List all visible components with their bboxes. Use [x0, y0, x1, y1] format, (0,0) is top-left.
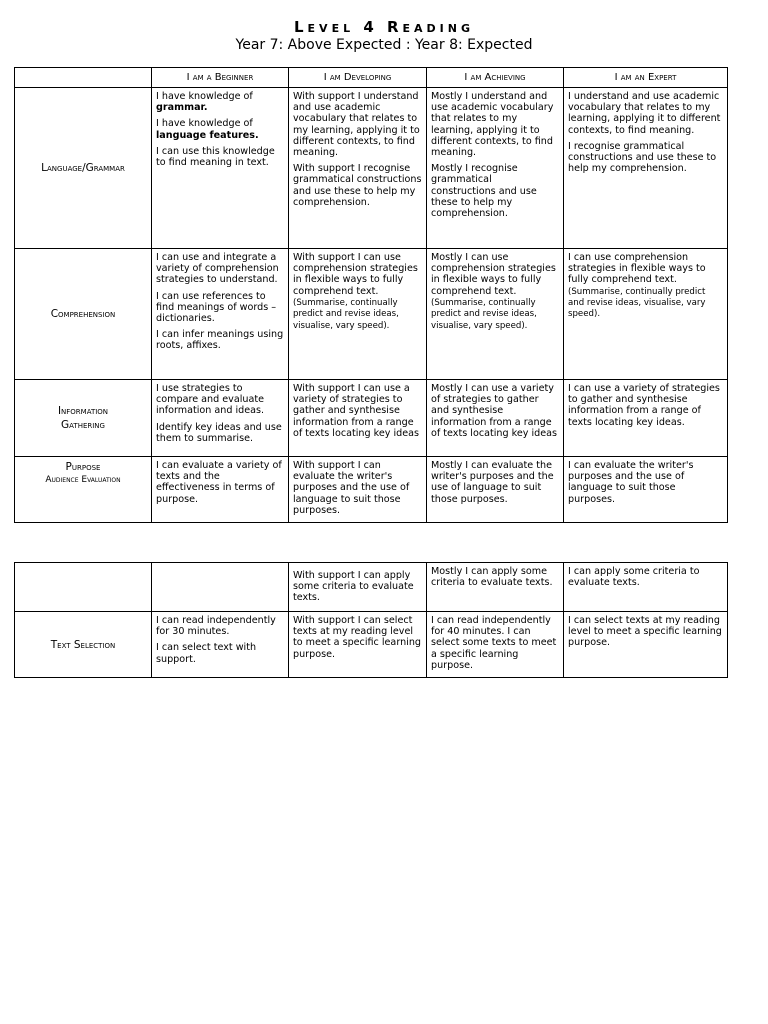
cell-criteria-developing: [289, 563, 427, 612]
header-row: [15, 68, 728, 88]
text: I can infer meanings using roots, affixes.: [156, 329, 284, 352]
cell-information-beginner: [152, 380, 289, 457]
row-text-selection: [15, 612, 728, 678]
row-label-text-selection: Text Selection: [15, 612, 152, 678]
cell-language-beginner: [152, 88, 289, 249]
label-line: Information: [57, 405, 109, 417]
label-line: Purpose: [65, 461, 101, 473]
cell-selection-beginner: [152, 612, 289, 678]
text: Mostly I can apply some criteria to evaluate texts.: [431, 566, 553, 589]
cell-purpose-beginner: [152, 457, 289, 523]
text: I can use a variety of strategies to gather and synthesise information from a range of texts locating key ideas.: [568, 383, 720, 428]
cell-comprehension-beginner: [152, 249, 289, 380]
text: With support I can select texts at my reading level to meet a specific learning purpose.: [293, 615, 422, 660]
text: Identify key ideas and use them to summarise.: [156, 421, 282, 444]
cell-purpose-expert: [564, 457, 728, 523]
small-text: (Summarise, continually predict and revise ideas, visualise, vary speed).: [431, 297, 537, 331]
text: I use strategies to compare and evaluate information and ideas.: [156, 383, 265, 417]
row-label-comprehension: Comprehension: [15, 249, 152, 380]
text: I can use references to find meanings of words – dictionaries.: [156, 290, 277, 325]
row-purpose-audience: [15, 457, 728, 523]
small-text: (Summarise, continually predict and revise ideas, visualise, vary speed).: [293, 297, 399, 331]
text: I can evaluate a variety of texts and the effectiveness in terms of purpose.: [156, 460, 282, 505]
text: With support I can apply some criteria to evaluate texts.: [293, 570, 414, 604]
header-developing: I am Developing: [289, 68, 427, 88]
cell-information-developing: [289, 380, 427, 457]
header-beginner: I am a Beginner: [152, 68, 289, 88]
text: With support I recognise grammatical constructions and use these to help my comprehension.: [293, 163, 422, 208]
row-information-gathering: [15, 380, 728, 457]
header-expert: I am an Expert: [564, 68, 728, 88]
text: With support I understand and use academic vocabulary that relates to my learning, applying it to different contexts, to find meaning.: [293, 91, 420, 159]
cell-language-achieving: [427, 88, 564, 249]
cell-criteria-expert: [564, 563, 728, 612]
cell-comprehension-developing: [289, 249, 427, 380]
text: I can apply some criteria to evaluate texts.: [568, 566, 700, 589]
cell-selection-developing: [289, 612, 427, 678]
text: I understand and use academic vocabulary that relates to my learning, applying it to different contexts, to find meaning.: [568, 91, 721, 136]
row-label-language-grammar: Language/Grammar: [15, 88, 152, 249]
reading-rubric-table: [14, 67, 728, 523]
header-blank-cell: [15, 68, 152, 88]
text: I have knowledge of: [156, 91, 253, 102]
document-subtitle: Year 7: Above Expected : Year 8: Expected: [235, 37, 533, 53]
cell-comprehension-expert: [564, 249, 728, 380]
bold-text: language features.: [156, 129, 259, 141]
cell-purpose-achieving: [427, 457, 564, 523]
text: Mostly I can use comprehension strategies in flexible ways to fully comprehend text.: [431, 252, 556, 297]
text: I recognise grammatical constructions and use these to help my comprehension.: [568, 140, 717, 175]
text: I can evaluate the writer's purposes and the use of language to suit those purposes.: [568, 460, 694, 505]
text: Mostly I recognise grammatical constructions and use these to help my comprehension.: [431, 163, 537, 220]
cell-criteria-beginner: [152, 563, 289, 612]
small-text: (Summarise, continually predict and revise ideas, visualise, vary speed).: [568, 286, 706, 320]
cell-language-developing: [289, 88, 427, 249]
cell-comprehension-achieving: [427, 249, 564, 380]
label-line: Gathering: [61, 419, 105, 431]
label-line: Audience Evaluation: [45, 475, 121, 485]
document-title: Level 4 Reading: [293, 18, 475, 36]
text: Mostly I can evaluate the writer's purposes and the use of language to suit those purposes.: [431, 460, 554, 505]
cell-information-expert: [564, 380, 728, 457]
cell-criteria-label: [15, 563, 152, 612]
reading-rubric-table-continued: [14, 562, 728, 678]
text: I have knowledge of: [156, 118, 253, 130]
bold-text: grammar.: [156, 102, 208, 114]
cell-criteria-achieving: [427, 563, 564, 612]
text: With support I can use a variety of strategies to gather and synthesise information from a range of texts locating key ideas: [293, 383, 419, 439]
cell-language-expert: [564, 88, 728, 249]
cell-information-achieving: [427, 380, 564, 457]
text: I can use and integrate a variety of comprehension strategies to understand.: [156, 252, 279, 286]
row-criteria: [15, 563, 728, 612]
row-label-purpose-audience: [15, 457, 152, 523]
text: With support I can evaluate the writer's purposes and the use of language to suit those purposes.: [293, 460, 410, 516]
cell-selection-achieving: [427, 612, 564, 678]
text: I can select texts at my reading level to meet a specific learning purpose.: [568, 615, 722, 649]
row-language-grammar: [15, 88, 728, 249]
text: With support I can use comprehension strategies in flexible ways to fully comprehend text.: [293, 252, 418, 297]
cell-purpose-developing: [289, 457, 427, 523]
row-label-information-gathering: [15, 380, 152, 457]
text: Mostly I can use a variety of strategies to gather and synthesise information from a range of texts locating key ideas: [431, 383, 557, 439]
cell-selection-expert: [564, 612, 728, 678]
text: I can select text with support.: [156, 642, 257, 665]
text: I can read independently for 40 minutes. I can select some texts to meet a specific learning purpose.: [431, 615, 557, 671]
text: I can use comprehension strategies in flexible ways to fully comprehend text.: [568, 252, 706, 286]
text: Mostly I understand and use academic vocabulary that relates to my learning, applying it to different contexts, to find meaning.: [431, 91, 554, 159]
text: I can read independently for 30 minutes.: [156, 615, 276, 638]
text: I can use this knowledge to find meaning in text.: [156, 145, 275, 169]
header-achieving: I am Achieving: [427, 68, 564, 88]
row-comprehension: [15, 249, 728, 380]
